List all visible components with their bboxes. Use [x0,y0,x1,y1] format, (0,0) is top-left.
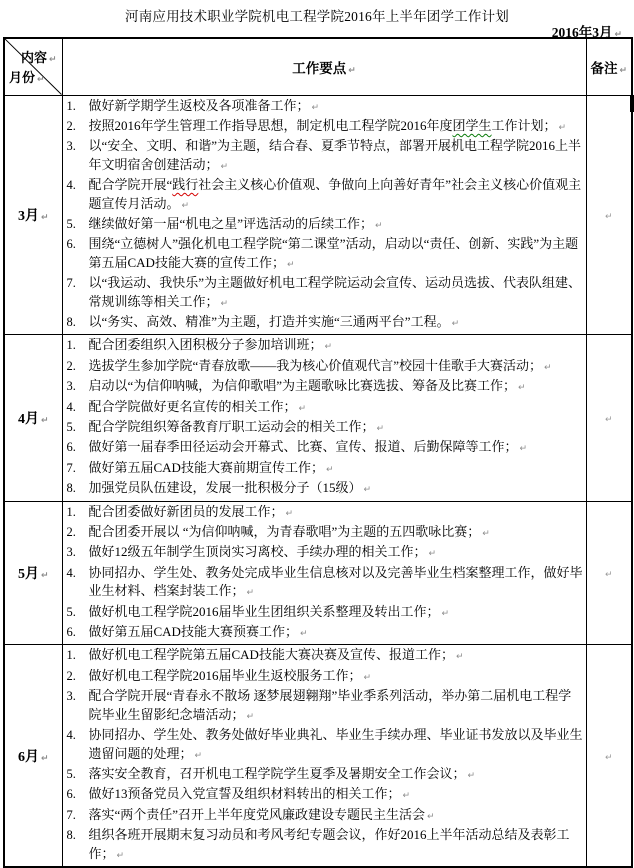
item-text-content: 以“务实、高效、精准”为主题，打造并实施“三通两平台”工程。 [88,313,450,329]
return-mark-icon: ↵ [40,416,49,426]
remark-cell [586,335,632,501]
corner-content-text: 内容 [20,50,47,65]
item-text-content: 做好第五届CAD技能大赛前期宣传工作； [88,459,324,475]
cell-end-mark-icon: ↵ [604,752,613,763]
return-mark-icon: ↵ [286,259,295,270]
item-text-content: 协同招办、学生处、教务处做好毕业典礼、毕业生手续办理、毕业证书发放以及毕业生遗留问题的处理； [88,727,583,761]
month-label: 6月 [17,749,39,765]
item-number: 5. [66,216,76,231]
item-number: 3. [66,379,76,394]
item-number: 7. [66,276,76,291]
item-text-content: 做好机电工程学院2016届毕业生团组织关系整理及转出工作； [88,603,440,619]
item-number: 6. [66,625,76,640]
item-text-content: 以“安全、文明、和谐”为主题，结合春、夏季节特点，部署开展机电工程学院2016上半年文明宿舍创建活动； [88,138,582,172]
item-text-content: 做好机电工程学院2016届毕业生返校服务工作； [88,667,362,683]
header-corner-month-label [9,67,45,86]
return-mark-icon: ↵ [181,200,190,211]
work-item [67,687,584,726]
month-row-5月 [4,501,632,645]
return-mark-icon: ↵ [220,161,229,172]
item-text [89,785,584,805]
return-mark-icon: ↵ [324,342,333,353]
work-item [67,215,584,235]
remark-cell [586,501,632,645]
work-item [67,543,584,563]
return-mark-icon: ↵ [220,298,229,309]
month-cell [4,95,62,335]
item-text [89,726,584,765]
item-text [89,398,584,418]
work-item [67,176,584,215]
item-text [89,274,584,313]
item-text-content: 配合学院开展“青春永不散场 逐梦展翅翱翔”毕业季系列活动，举办第二届机电工程学院毕业生留影纪念墙活动； [88,688,572,722]
item-text [89,97,584,117]
header-work-points [62,38,586,95]
item-number: 5. [66,420,76,434]
item-text [89,479,584,499]
return-mark-icon: ↵ [619,65,628,76]
item-number: 1. [66,504,76,519]
item-text [89,438,584,458]
item-text [89,826,584,865]
item-text-content: 落实安全教育，召开机电工程学院学生夏季及暑期安全工作会议； [88,765,466,781]
work-item [67,646,584,666]
edge-artifact [630,95,634,112]
return-mark-icon: ↵ [376,424,385,434]
work-item [67,377,584,397]
cell-end-mark-icon: ↵ [604,415,613,425]
return-mark-icon: ↵ [558,122,567,133]
return-mark-icon: ↵ [348,65,356,76]
work-item [67,523,584,543]
return-mark-icon: ↵ [614,30,622,40]
item-text-content: 做好第五届CAD技能大赛预赛工作； [88,624,298,640]
item-number: 2. [66,118,76,133]
work-item [67,336,584,356]
item-text-content: 做好新学期学生返校及各项准备工作； [88,97,310,113]
item-text [89,357,584,377]
work-points-cell [62,335,586,501]
item-text [89,603,584,623]
corner-month-text: 月份 [9,69,36,85]
item-text [89,313,584,333]
item-text [89,523,584,543]
item-text-content: 配合学院做好更名宣传的相关工作； [88,398,297,414]
return-mark-icon: ↵ [311,102,320,113]
return-mark-icon: ↵ [116,850,125,861]
item-text-content: 做好机电工程学院第五届CAD技能大赛决赛及宣传、报道工作； [88,647,454,663]
remark-cell [586,645,632,867]
item-text-content: 配合学院组织筹备教育厅职工运动会的相关工作； [88,419,375,434]
proofing-spelling-underline: 践行 [172,177,199,193]
item-text-content: 启动以“为信仰呐喊，为信仰歌唱”为主题歌咏比赛选拔、筹备及比赛工作； [88,378,517,394]
item-number: 1. [66,98,76,113]
item-number: 4. [66,178,76,193]
return-mark-icon: ↵ [427,811,435,822]
header-remarks [586,38,632,95]
item-number: 4. [66,728,76,743]
header-row [4,38,632,95]
item-number: 1. [66,648,76,663]
work-item [67,117,584,137]
table-body [4,95,632,867]
item-text [89,765,584,785]
return-mark-icon: ↵ [298,403,307,414]
return-mark-icon: ↵ [299,629,308,640]
return-mark-icon: ↵ [518,383,526,394]
item-number: 2. [66,525,76,540]
work-item [67,235,584,274]
return-mark-icon: ↵ [402,791,411,802]
date-label-text: 2016年3月 [551,25,613,40]
item-text [89,418,584,438]
return-mark-icon: ↵ [441,608,450,619]
work-item [67,438,584,458]
work-item [67,418,584,438]
item-number: 2. [66,358,76,373]
proofing-grammar-underline: 团学生 [452,117,492,133]
return-mark-icon: ↵ [375,220,383,231]
work-item [67,274,584,313]
month-label: 3月 [17,208,39,224]
item-text-content: 配合团委做好新团员的发展工作； [88,503,284,519]
item-text-content: 组织各班开展期末复习动员和考风考纪专题会议，作好2016上半年活动总结及表彰工作； [88,827,570,861]
return-mark-icon: ↵ [40,753,49,764]
item-text [89,117,584,137]
item-text-content: 落实“两个责任”召开上半年度党风廉政建设专题民主生活会 [88,806,426,822]
work-item [67,667,584,687]
cell-end-mark-icon: ↵ [604,211,613,222]
item-text [89,543,584,563]
return-mark-icon: ↵ [451,318,460,329]
month-row-6月 [4,645,632,867]
return-mark-icon: ↵ [246,588,255,599]
item-number: 1. [66,338,76,353]
item-number: 4. [66,399,76,414]
return-mark-icon: ↵ [544,362,552,373]
item-text-content: 配合学院开展“践行社会主义核心价值观、争做向上向善好青年”社会主义核心价值观主题宣传月活动。 [88,177,582,211]
item-text-content: 协同招办、学生处、教务处完成毕业生信息核对以及完善毕业生档案整理工作，做好毕业生材料、档案封装工作； [88,564,583,599]
item-text-content: 配合团委组织入团积极分子参加培训班； [88,337,323,353]
return-mark-icon: ↵ [482,529,490,540]
work-item [67,398,584,418]
return-mark-icon: ↵ [48,55,57,65]
item-text-content: 配合团委开展以 “为信仰呐喊，为青春歌唱”为主题的五四歌咏比赛； [88,524,481,540]
return-mark-icon: ↵ [37,74,45,85]
work-item [67,603,584,623]
header-remarks-text: 备注 [590,60,618,76]
item-text [89,137,584,176]
item-text [89,336,584,356]
item-number: 7. [66,460,76,475]
item-text [89,459,584,479]
work-item [67,357,584,377]
item-text-content: 继续做好第一届“机电之星”评选活动的后续工作； [88,215,374,231]
item-text-content: 按照2016年学生管理工作指导思想，制定机电工程学院2016年度团学生工作计划； [88,117,557,133]
month-cell [4,335,62,501]
item-number: 8. [66,314,76,329]
item-number: 3. [66,139,76,154]
work-item [67,564,584,603]
item-text-content: 做好13预备党员入党宣誓及组织材料转出的相关工作； [88,786,401,802]
work-item [67,313,584,333]
item-number: 2. [66,668,76,683]
item-number: 4. [66,565,76,580]
item-text [89,235,584,274]
return-mark-icon: ↵ [40,571,49,582]
item-text [89,377,584,397]
item-text [89,806,584,826]
work-item [67,623,584,643]
item-text [89,215,584,235]
month-cell [4,645,62,867]
item-number: 5. [66,604,76,619]
header-work-points-text: 工作要点 [292,60,347,76]
item-text-content: 围绕“立德树人”强化机电工程学院“第二课堂”活动，启动以“责任、创新、实践”为主题第五届CAD技能大赛的宣传工作； [88,236,579,270]
item-text-content: 加强党员队伍建设，发展一批积极分子（15级） [88,480,362,496]
work-item [67,826,584,865]
item-text-content: 做好12级五年制学生顶岗实习离校、手续办理的相关工作； [88,544,427,560]
item-number: 3. [66,689,76,704]
work-item [67,479,584,499]
item-number: 8. [66,828,76,843]
item-text [89,503,584,523]
work-item [67,137,584,176]
return-mark-icon: ↵ [428,549,437,560]
item-number: 7. [66,807,76,822]
item-number: 6. [66,237,76,252]
return-mark-icon: ↵ [467,770,476,781]
remark-cell [586,95,632,335]
item-text [89,623,584,643]
work-item [67,806,584,826]
item-number: 5. [66,766,76,781]
return-mark-icon: ↵ [285,508,294,519]
item-text-content: 以“我运动、我快乐”为主题做好机电工程学院运动会宣传、运动员选拔、代表队组建、常规训练等相关工作； [88,275,582,309]
month-cell [4,501,62,645]
item-number: 6. [66,440,76,455]
return-mark-icon: ↵ [325,464,334,475]
work-item [67,97,584,117]
return-mark-icon: ↵ [519,444,528,455]
header-corner-content-label [21,47,57,66]
item-text-content: 做好第一届春季田径运动会开幕式、比赛、宣传、报道、后勤保障等工作； [88,439,518,455]
return-mark-icon: ↵ [194,750,203,761]
item-number: 3. [66,545,76,560]
work-item [67,459,584,479]
item-number: 8. [66,481,76,496]
work-points-cell [62,501,586,645]
item-text [89,687,584,726]
item-number: 6. [66,787,76,802]
cell-end-mark-icon: ↵ [604,570,613,581]
month-label: 5月 [17,567,39,583]
header-corner-cell [4,38,62,95]
month-label: 4月 [17,412,39,427]
work-item [67,785,584,805]
work-item [67,765,584,785]
return-mark-icon: ↵ [363,672,372,683]
item-text [89,667,584,687]
work-points-cell [62,645,586,867]
return-mark-icon: ↵ [363,485,372,496]
item-text-content: 选拔学生参加学院“青春放歌——我为核心价值观代言”校园十佳歌手大赛活动； [88,357,543,373]
month-row-4月 [4,335,632,501]
item-text [89,646,584,666]
return-mark-icon: ↵ [455,652,464,663]
document-title: 河南应用技术职业学院机电工程学院2016年上半年团学工作计划 [125,9,509,24]
work-item [67,726,584,765]
work-item [67,503,584,523]
item-text [89,176,584,215]
item-text [89,564,584,603]
return-mark-icon: ↵ [40,212,49,223]
return-mark-icon: ↵ [246,711,255,722]
work-plan-table [3,37,633,868]
month-row-3月 [4,95,632,335]
work-points-cell [62,95,586,335]
